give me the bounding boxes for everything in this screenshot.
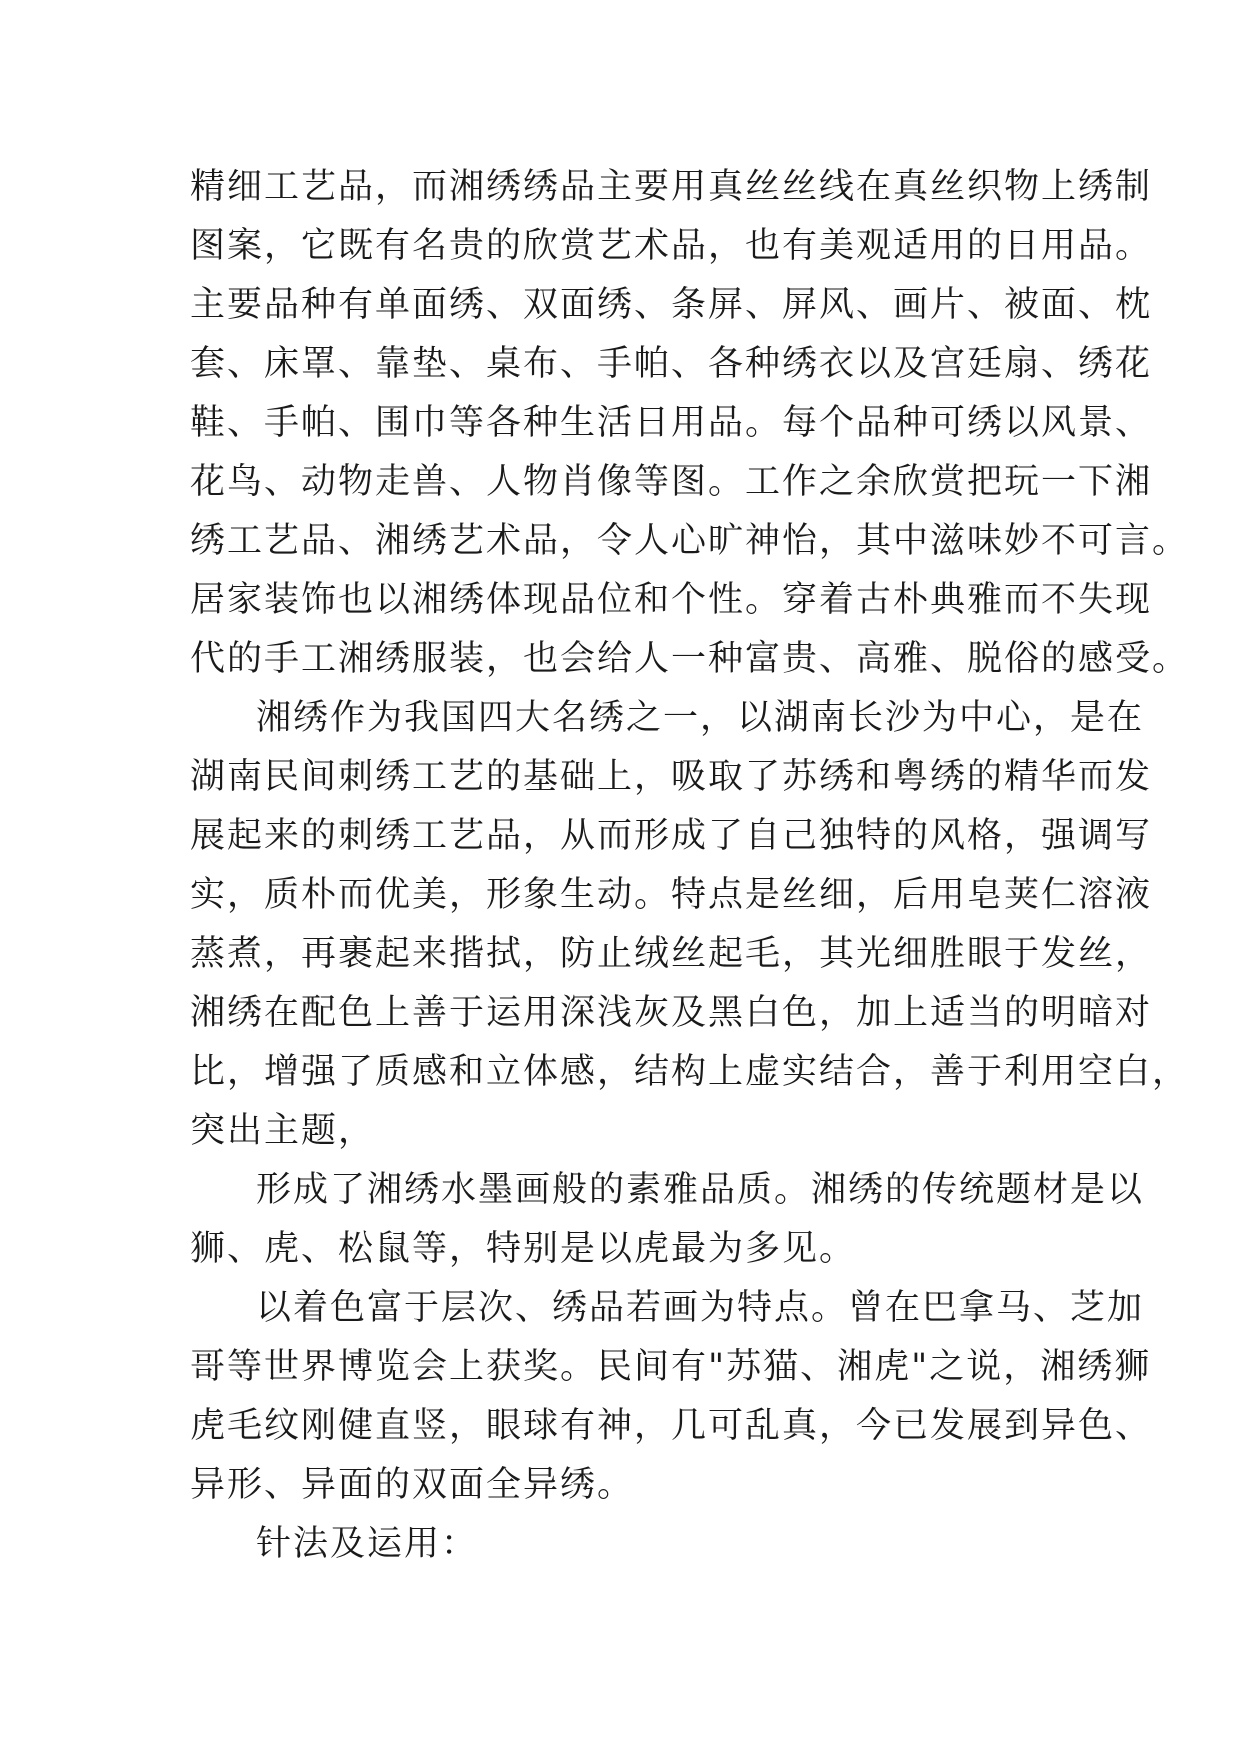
paragraph-first-line: 以着色富于层次、绣品若画为特点。曾在巴拿马、芝加 [256, 1288, 1145, 1328]
text-line: 湘绣在配色上善于运用深浅灰及黑白色，加上适当的明暗对 [190, 993, 1153, 1033]
text-line: 鞋、手帕、围巾等各种生活日用品。每个品种可绣以风景、 [190, 403, 1153, 443]
text-line: 虎毛纹刚健直竖，眼球有神，几可乱真，今已发展到异色、 [190, 1406, 1153, 1446]
text-line: 突出主题， [190, 1111, 376, 1151]
text-line: 主要品种有单面绣、双面绣、条屏、屏风、画片、被面、枕 [190, 285, 1153, 325]
text-line: 图案，它既有名贵的欣赏艺术品，也有美观适用的日用品。 [190, 226, 1153, 266]
text-line: 代的手工湘绣服装，也会给人一种富贵、高雅、脱俗的感受。 [190, 639, 1190, 679]
paragraph-first-line: 形成了湘绣水墨画般的素雅品质。湘绣的传统题材是以 [256, 1170, 1145, 1210]
paragraph-first-line: 针法及运用： [256, 1524, 479, 1564]
text-line: 实，质朴而优美，形象生动。特点是丝细，后用皂荚仁溶液 [190, 875, 1153, 915]
document-body [190, 158, 1190, 1574]
text-line: 狮、虎、松鼠等，特别是以虎最为多见。 [190, 1229, 857, 1269]
text-line: 展起来的刺绣工艺品，从而形成了自己独特的风格，强调写 [190, 816, 1153, 856]
text-line: 花鸟、动物走兽、人物肖像等图。工作之余欣赏把玩一下湘 [190, 462, 1153, 502]
text-line: 异形、异面的双面全异绣。 [190, 1465, 635, 1505]
text-line: 绣工艺品、湘绣艺术品，令人心旷神怡，其中滋味妙不可言。 [190, 521, 1190, 561]
text-line: 套、床罩、靠垫、桌布、手帕、各种绣衣以及宫廷扇、绣花 [190, 344, 1153, 384]
text-line: 比，增强了质感和立体感，结构上虚实结合，善于利用空白， [190, 1052, 1190, 1092]
text-line: 居家装饰也以湘绣体现品位和个性。穿着古朴典雅而不失现 [190, 580, 1153, 620]
text-line: 精细工艺品，而湘绣绣品主要用真丝丝线在真丝织物上绣制 [190, 167, 1153, 207]
text-line: 哥等世界博览会上获奖。民间有"苏猫、湘虎"之说，湘绣狮 [190, 1347, 1152, 1387]
paragraph-first-line: 湘绣作为我国四大名绣之一，以湖南长沙为中心，是在 [256, 698, 1145, 738]
text-line: 湖南民间刺绣工艺的基础上，吸取了苏绣和粤绣的精华而发 [190, 757, 1153, 797]
text-line: 蒸煮，再裹起来揩拭，防止绒丝起毛，其光细胜眼于发丝， [190, 934, 1153, 974]
